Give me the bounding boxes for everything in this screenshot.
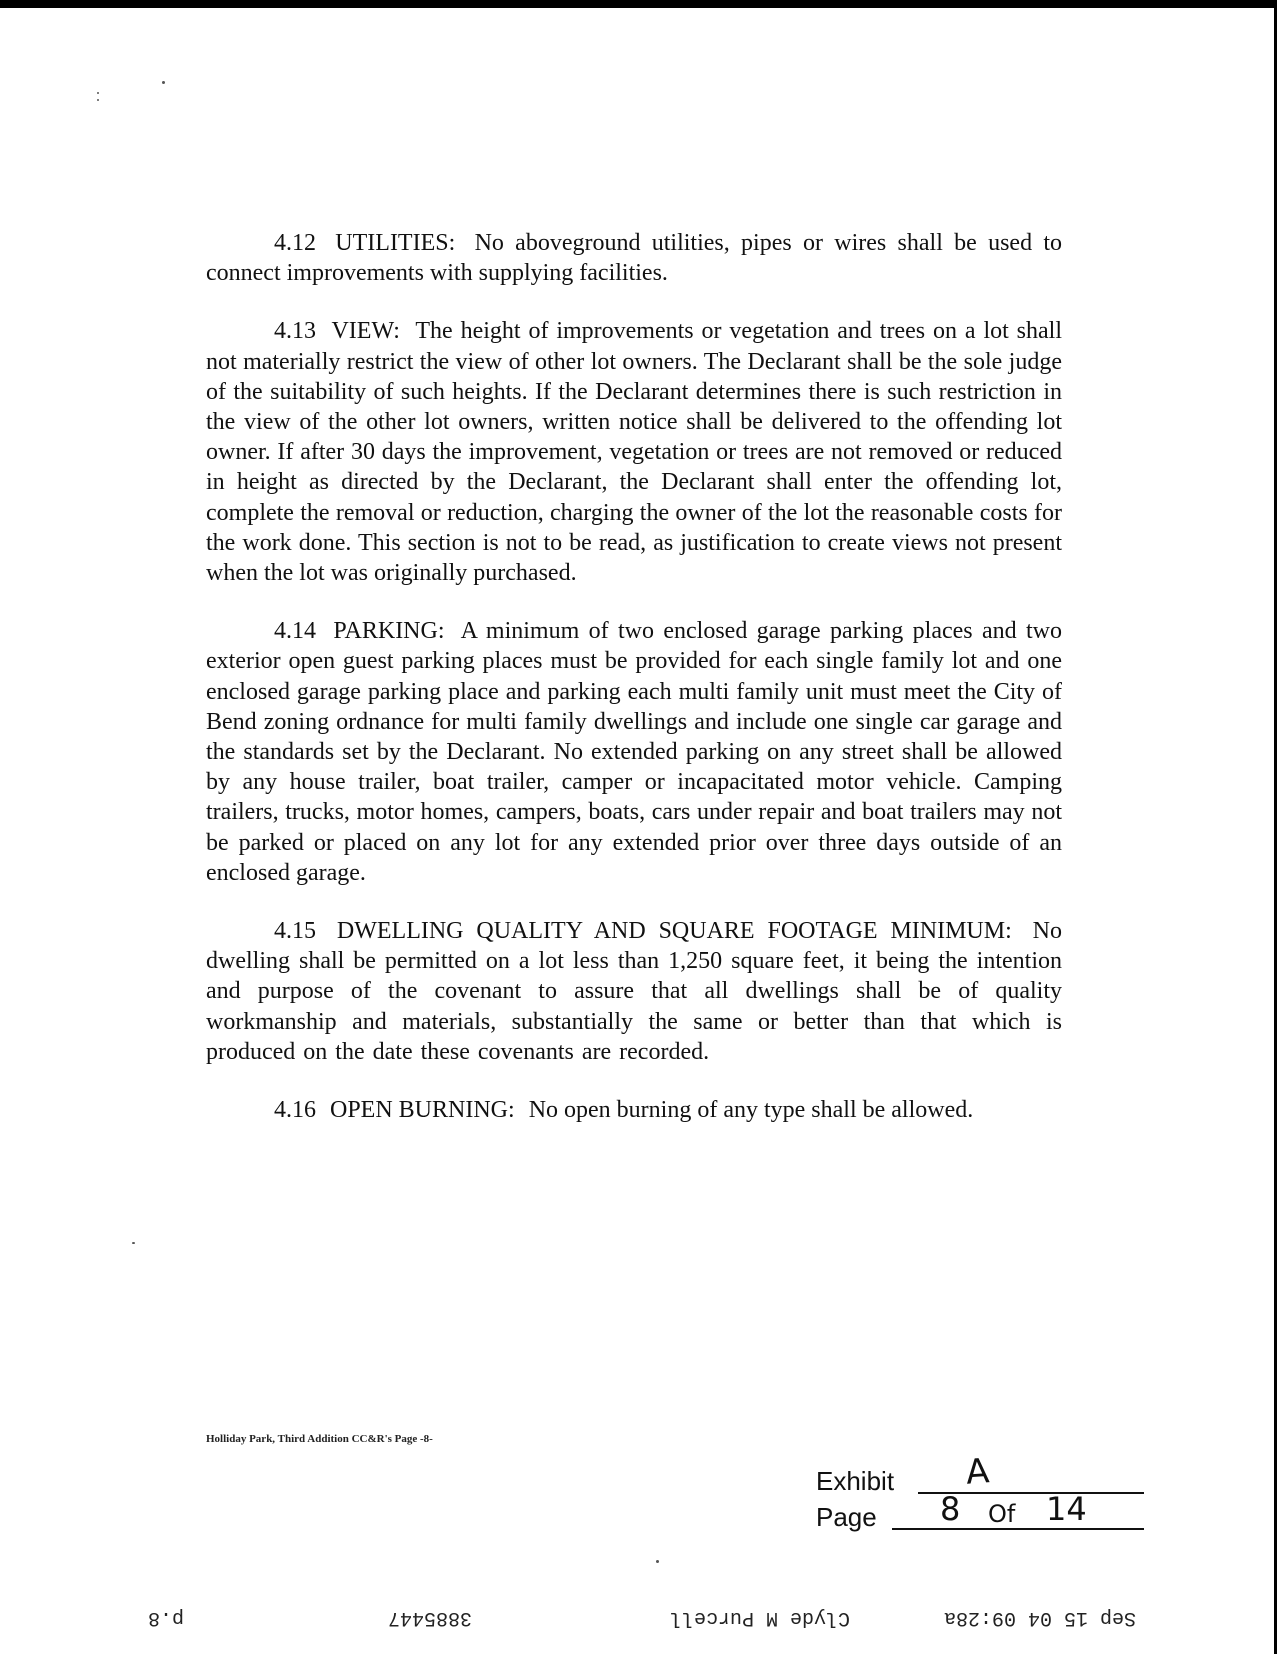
section-4-12 <box>206 228 1062 288</box>
section-heading: VIEW: <box>331 318 400 345</box>
section-text: No open burning of any type shall be allowed. <box>528 1097 974 1124</box>
section-number: 4.14 <box>274 618 316 645</box>
fax-sender: Clyde M Purcell <box>670 1606 851 1629</box>
page-of-label: Of <box>988 1500 1016 1528</box>
section-heading: DWELLING QUALITY AND SQUARE FOOTAGE MINIMUM: <box>336 918 1012 945</box>
section-heading: OPEN BURNING: <box>330 1097 515 1124</box>
page-underline <box>892 1528 1144 1530</box>
section-4-14 <box>206 616 1062 888</box>
section-text: No dwelling shall be permitted on a lot less than 1,250 square feet, it being the intention and purpose of the covenant to assure that all dwellings shall be of quality workmanship and materials, substantially the same or better than that which is produced on the date these covenants are recorded. <box>206 918 1063 1065</box>
page-handwritten-number: 8 <box>940 1490 961 1528</box>
section-text: A minimum of two enclosed garage parking places and two exterior open guest parking places must be provided for each single family lot and one enclosed garage parking place and parking each multi family unit must meet the City of Bend zoning ordnance for multi family dwellings and include one single car garage and the standards set by the Declarant. No extended parking on any street shall be allowed by any house trailer, boat trailer, camper or incapacitated motor vehicle. Camping trailers, trucks, motor homes, campers, boats, cars under repair and boat trailers may not be parked or placed on any lot for any extended prior over three days outside of an enclosed garage. <box>206 618 1063 886</box>
scan-speck <box>162 81 165 84</box>
exhibit-stamp <box>816 1451 1136 1534</box>
fax-date-time: Sep 15 04 09:28a <box>944 1606 1137 1629</box>
scan-speck <box>97 99 99 101</box>
page-label: Page <box>816 1502 877 1532</box>
section-4-13 <box>206 316 1062 588</box>
fax-page: p.8 <box>148 1606 185 1629</box>
scan-speck <box>132 1242 135 1244</box>
exhibit-label: Exhibit <box>816 1466 895 1496</box>
document-footer-note: Holliday Park, Third Addition CC&R's Page -8- <box>206 1433 433 1445</box>
scan-speck <box>97 92 99 94</box>
top-scan-border <box>0 0 1277 8</box>
section-number: 4.13 <box>274 318 316 345</box>
section-heading: PARKING: <box>333 618 445 645</box>
section-number: 4.15 <box>274 918 316 945</box>
section-text: The height of improvements or vegetation and trees on a lot shall not materially restrict the view of other lot owners. The Declarant shall be the sole judge of the suitability of such heights. If the Declarant determines there is such restriction in the view of the other lot owners, written notice shall be delivered to the offending lot owner. If after 30 days the improvement, vegetation or trees are not removed or reduced in height as directed by the Declarant, the Declarant shall enter the offending lot, complete the removal or reduction, charging the owner of the lot the reasonable costs for the work done. This section is not to be read, as justification to create views not present when the lot was originally purchased. <box>206 318 1062 587</box>
document-body <box>206 228 1062 1153</box>
fax-phone: 3885447 <box>388 1606 473 1629</box>
page-row <box>816 1490 1136 1534</box>
scan-speck <box>656 1560 659 1563</box>
section-4-16 <box>206 1095 1062 1125</box>
section-heading: UTILITIES: <box>335 230 456 256</box>
section-number: 4.16 <box>274 1097 316 1124</box>
exhibit-row <box>816 1451 1136 1498</box>
section-4-15 <box>206 916 1062 1067</box>
page-handwritten-total: 14 <box>1046 1490 1087 1528</box>
exhibit-handwritten-value: A <box>964 1451 991 1493</box>
section-text: No aboveground utilities, pipes or wires shall be used to connect improvements with supplying facilities. <box>206 230 1063 287</box>
section-number: 4.12 <box>274 230 316 256</box>
